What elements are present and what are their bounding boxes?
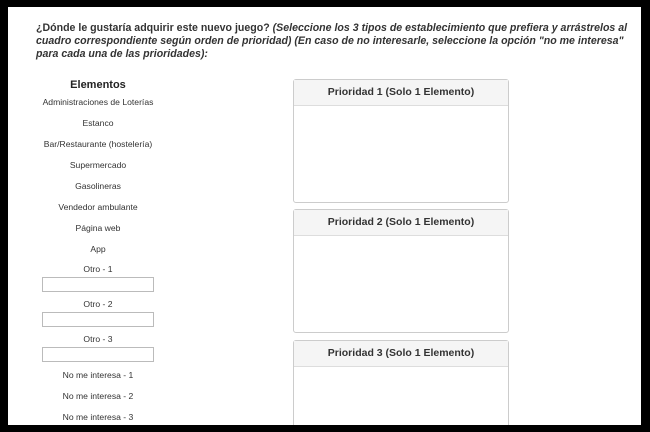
elements-list bbox=[36, 79, 160, 425]
element-supermercado[interactable]: Supermercado bbox=[69, 160, 127, 170]
otro-2-input[interactable] bbox=[42, 312, 154, 327]
element-otro-3-label: Otro - 3 bbox=[83, 334, 113, 344]
priority-2-dropzone[interactable] bbox=[293, 209, 509, 333]
priority-3-drop-area[interactable] bbox=[294, 367, 508, 425]
element-no-me-interesa-2[interactable]: No me interesa - 2 bbox=[62, 391, 134, 401]
element-estanco[interactable]: Estanco bbox=[82, 118, 114, 128]
question-instructions: (Seleccione los 3 tipos de establecimiento que prefiera y arrástrelos al cuadro correspondiente según orden de prioridad) (En caso de no interesarle, seleccione la opción "no me interesa" para cada una de las prioridades): bbox=[36, 22, 628, 60]
survey-frame bbox=[8, 7, 641, 425]
priority-1-dropzone[interactable] bbox=[293, 79, 509, 203]
element-no-me-interesa-1[interactable]: No me interesa - 1 bbox=[62, 370, 134, 380]
question-text bbox=[36, 22, 636, 61]
priority-1-header: Prioridad 1 (Solo 1 Elemento) bbox=[294, 80, 508, 106]
element-otro-3[interactable] bbox=[36, 333, 160, 368]
element-otro-1-label: Otro - 1 bbox=[83, 264, 113, 274]
element-app[interactable]: App bbox=[90, 244, 106, 254]
otro-1-input[interactable] bbox=[42, 277, 154, 292]
elements-title: Elementos bbox=[70, 79, 126, 91]
element-otro-2-label: Otro - 2 bbox=[83, 299, 113, 309]
element-administraciones-loterias[interactable]: Administraciones de Loterías bbox=[42, 97, 154, 107]
question-lead: ¿Dónde le gustaría adquirir este nuevo juego? bbox=[36, 22, 270, 34]
element-pagina-web[interactable]: Página web bbox=[75, 223, 121, 233]
element-no-me-interesa-3[interactable]: No me interesa - 3 bbox=[62, 412, 134, 422]
element-bar-restaurante[interactable]: Bar/Restaurante (hostelería) bbox=[43, 139, 153, 149]
priority-3-header: Prioridad 3 (Solo 1 Elemento) bbox=[294, 341, 508, 367]
element-otro-1[interactable] bbox=[36, 263, 160, 298]
priority-2-drop-area[interactable] bbox=[294, 236, 508, 332]
element-vendedor-ambulante[interactable]: Vendedor ambulante bbox=[58, 202, 138, 212]
priority-1-drop-area[interactable] bbox=[294, 106, 508, 202]
element-otro-2[interactable] bbox=[36, 298, 160, 333]
priority-3-dropzone[interactable] bbox=[293, 340, 509, 425]
element-gasolineras[interactable]: Gasolineras bbox=[75, 181, 121, 191]
priority-2-header: Prioridad 2 (Solo 1 Elemento) bbox=[294, 210, 508, 236]
otro-3-input[interactable] bbox=[42, 347, 154, 362]
